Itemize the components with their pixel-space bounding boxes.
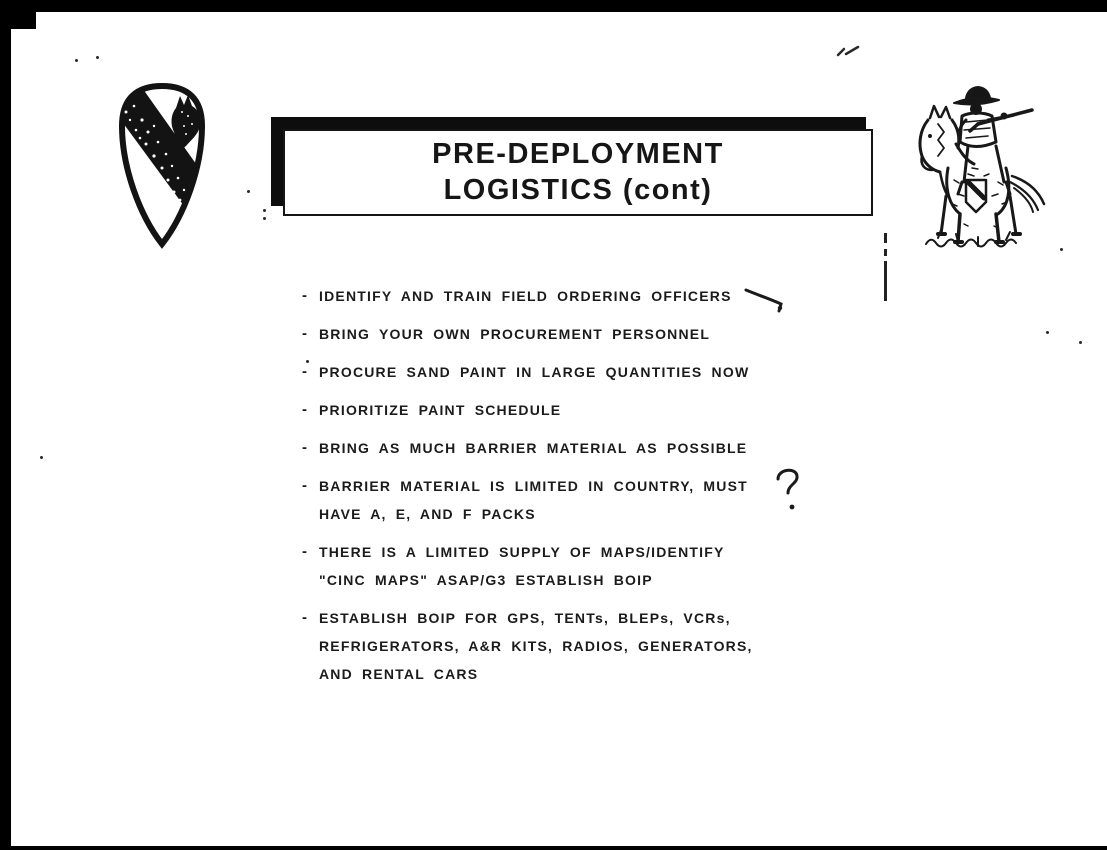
handwritten-arrow-mark — [744, 287, 796, 317]
slide-title-line1: PRE-DEPLOYMENT — [432, 138, 724, 170]
dashed-pen-stroke — [882, 233, 890, 303]
bullet-dash: - — [302, 543, 307, 560]
bullet-line: REFRIGERATORS, A&R KITS, RADIOS, GENERATORS, — [319, 638, 753, 654]
bullet-item — [302, 358, 902, 386]
title-box — [283, 129, 873, 216]
bullet-line: AND RENTAL CARS — [319, 666, 479, 682]
scan-edge-bottom — [0, 846, 1107, 850]
bullet-item — [302, 320, 902, 348]
scan-speck — [1046, 331, 1049, 334]
bullet-line: PRIORITIZE PAINT SCHEDULE — [319, 402, 562, 418]
bullet-item — [302, 396, 902, 424]
bullet-text — [319, 320, 710, 348]
bullet-line: BARRIER MATERIAL IS LIMITED IN COUNTRY, MUST — [319, 478, 748, 494]
bullet-line: THERE IS A LIMITED SUPPLY OF MAPS/IDENTIFY — [319, 544, 725, 560]
scan-edge-left — [0, 0, 11, 850]
first-cavalry-patch-icon — [116, 82, 208, 252]
bullet-item — [302, 538, 902, 594]
bullet-dash: - — [302, 401, 307, 418]
bullet-dash: - — [302, 609, 307, 626]
bullet-item — [302, 434, 902, 462]
bullet-dash: - — [302, 325, 307, 342]
scan-speck — [263, 209, 266, 212]
bullet-item — [302, 604, 902, 688]
bullet-line: ESTABLISH BOIP FOR GPS, TENTs, BLEPs, VCRs, — [319, 610, 731, 626]
scan-speck — [1079, 341, 1082, 344]
bullet-dash: - — [302, 439, 307, 456]
bullet-line: HAVE A, E, AND F PACKS — [319, 506, 536, 522]
handwritten-question-mark — [774, 467, 810, 515]
bullet-text — [319, 396, 561, 424]
scan-edge-top — [0, 0, 1107, 12]
bullet-text — [319, 434, 747, 462]
pen-squiggle-icon — [836, 44, 862, 58]
bullet-text — [319, 358, 749, 386]
bullet-text — [319, 538, 725, 594]
scan-speck — [263, 217, 266, 220]
bullet-text — [319, 472, 748, 528]
bullet-line: BRING AS MUCH BARRIER MATERIAL AS POSSIBLE — [319, 440, 748, 456]
cavalry-rider-icon — [908, 84, 1050, 256]
scan-speck — [96, 56, 99, 59]
scan-speck — [40, 456, 43, 459]
scan-speck — [1060, 248, 1063, 251]
scan-speck — [306, 360, 309, 363]
bullet-item — [302, 282, 902, 310]
bullet-line: IDENTIFY AND TRAIN FIELD ORDERING OFFICERS — [319, 288, 732, 304]
bullet-dash: - — [302, 363, 307, 380]
scan-speck — [75, 59, 78, 62]
bullet-dash: - — [302, 477, 307, 494]
bullet-list — [302, 282, 902, 698]
bullet-line: BRING YOUR OWN PROCUREMENT PERSONNEL — [319, 326, 711, 342]
scan-edge-corner — [0, 0, 36, 29]
bullet-line: PROCURE SAND PAINT IN LARGE QUANTITIES NOW — [319, 364, 750, 380]
bullet-item — [302, 472, 902, 528]
bullet-dash: - — [302, 287, 307, 304]
bullet-text — [319, 282, 732, 310]
bullet-text — [319, 604, 753, 688]
scan-speck — [247, 190, 250, 193]
slide-title-line2: LOGISTICS (cont) — [443, 174, 713, 206]
bullet-line: "CINC MAPS" ASAP/G3 ESTABLISH BOIP — [319, 572, 653, 588]
